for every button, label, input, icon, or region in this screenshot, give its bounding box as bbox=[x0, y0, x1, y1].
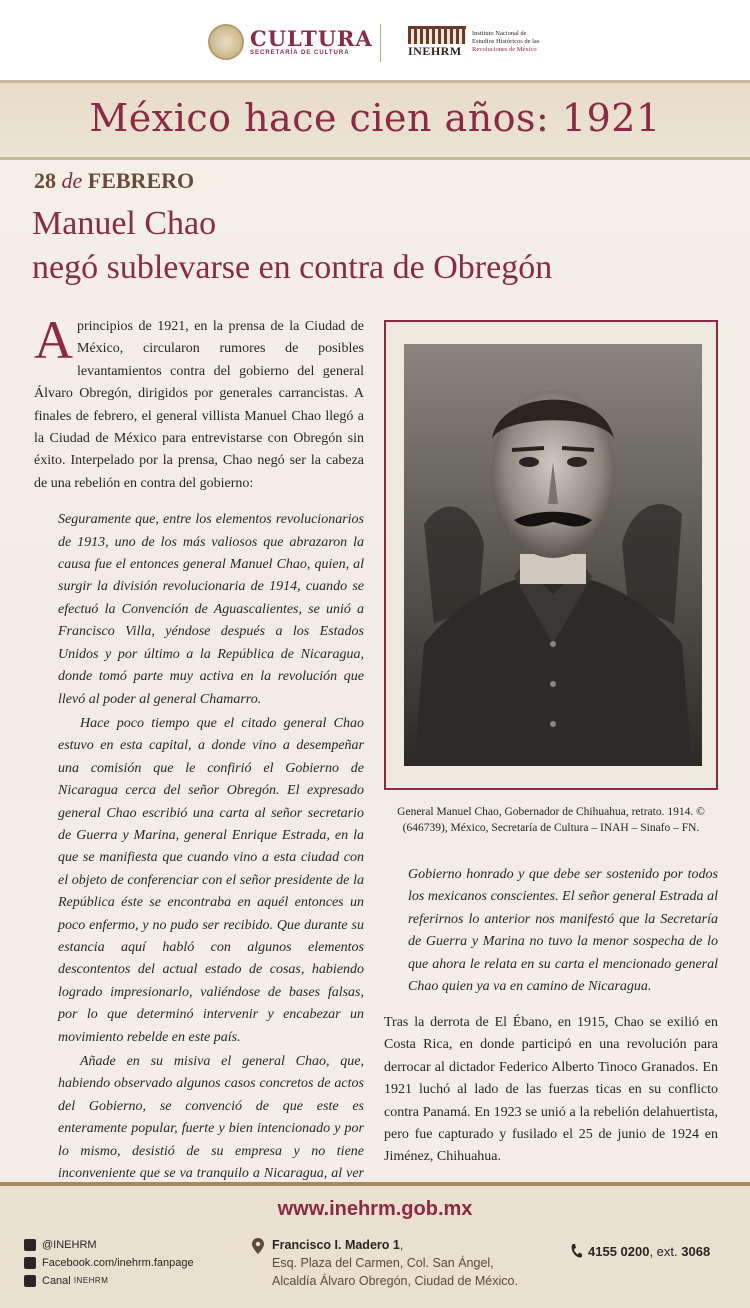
phone-ext-label: , ext. bbox=[649, 1244, 678, 1259]
youtube-prefix: Canal bbox=[42, 1275, 71, 1287]
intro-paragraph bbox=[34, 310, 364, 495]
closing-paragraph: Tras la derrota de El Ébano, en 1915, Chao se exilió en Costa Rica, en donde participó en una revolución para derrocar al dictador Federico Alberto Tinoco Granados. En 1921 luchó al lado de las fuerzas ticas en su conflicto contra Panamá. En 1923 se unió a la rebelión delahuertista, pero fue capturado y fusilado el 25 de junio de 1924 en Jiménez, Chihuahua. bbox=[384, 1015, 718, 1165]
address-line2: Esq. Plaza del Carmen, Col. San Ángel, bbox=[272, 1256, 494, 1270]
facebook-link[interactable] bbox=[24, 1254, 194, 1272]
intro-text: principios de 1921, en la prensa de la Ciudad de México, circularon rumores de posibles levantamientos contra del gobierno del general Álvaro Obregón, dirigidos por generales carrancistas. A finales de febrero, el general villista Manuel Chao llegó a la Ciudad de México para entrevistarse con Obregón sin éxito. Interpelado por la prensa, Chao negó ser la cabeza de una rebelión en contra del gobierno: bbox=[34, 319, 364, 491]
address-block bbox=[252, 1236, 518, 1290]
banner-title: México hace cien años: 1921 bbox=[89, 96, 661, 140]
inehrm-acronym: INEHRM bbox=[408, 44, 462, 58]
article-headline bbox=[32, 202, 552, 290]
quote-paragraph-3: Añade en su misiva el general Chao, que, habiendo observado algunos casos concretos de actos del Gobierno, se convenció de que este es enteramente popular, fuerte y bien intencionado y por lo mismo, desistió de su empresa y no tiene inconveniente que se va tranquilo a Nicaragua, al ver bbox=[58, 1054, 364, 1182]
date-de: de bbox=[61, 168, 83, 193]
photo-frame bbox=[384, 320, 718, 790]
date-day: 28 bbox=[34, 168, 56, 193]
inehrm-logo bbox=[408, 26, 466, 58]
article-date bbox=[34, 168, 194, 194]
inehrm-name-line3: Revoluciones de México bbox=[472, 46, 537, 53]
left-column bbox=[34, 310, 364, 1208]
quote-block bbox=[58, 509, 364, 1208]
logo-divider bbox=[380, 24, 381, 62]
date-month: FEBRERO bbox=[87, 168, 195, 193]
address-street: Francisco I. Madero 1 bbox=[272, 1238, 400, 1252]
youtube-icon bbox=[24, 1275, 36, 1287]
facebook-icon bbox=[24, 1257, 36, 1269]
address-comma: , bbox=[399, 1238, 404, 1252]
twitter-handle: @INEHRM bbox=[42, 1239, 97, 1251]
quote-paragraph-2: Hace poco tiempo que el citado general Chao estuvo en esta capital, a donde vino a desempeñar una comisión que le confirió el Gobierno de Nicaragua cerca del señor Obregón. El expresado general Chao escribió una carta al señor secretario de Guerra y Marina, general Enrique Estrada, en la que se manifiesta que cuando vino a esta ciudad con el objeto de conferenciar con el señor presidente de la República éste se encontraba en aquél entonces un poco enfermo, y no pudo ser recibido. Que durante su estancia aquí habló con algunos elementos descontentos del actual estado de cosas, habiendo logrado impresionarlo, valiéndose de bases falsas, por lo que determinó intervenir y encabezar un movimiento rebelde en este país. bbox=[58, 715, 364, 1045]
facebook-url: Facebook.com/inehrm.fanpage bbox=[42, 1257, 194, 1269]
cultura-logo-text: CULTURA bbox=[250, 26, 373, 51]
phone-number: 4155 0200 bbox=[588, 1244, 650, 1259]
youtube-channel: INEHRM bbox=[73, 1276, 109, 1285]
cultura-logo-subtitle: SECRETARÍA DE CULTURA bbox=[250, 50, 350, 56]
website-link[interactable]: www.inehrm.gob.mx bbox=[277, 1198, 473, 1220]
header-bar bbox=[0, 0, 750, 80]
phone-icon bbox=[570, 1244, 582, 1258]
inehrm-name-line1: Instituto Nacional de bbox=[472, 30, 527, 37]
drop-cap: A bbox=[34, 310, 73, 370]
portrait-illustration bbox=[404, 344, 702, 766]
twitter-link[interactable] bbox=[24, 1236, 194, 1254]
phone-block[interactable] bbox=[570, 1244, 710, 1259]
seal-icon bbox=[208, 24, 244, 60]
phone-extension: 3068 bbox=[681, 1244, 711, 1259]
youtube-link[interactable] bbox=[24, 1272, 194, 1290]
building-icon bbox=[408, 26, 466, 44]
headline-line1: Manuel Chao bbox=[32, 205, 217, 242]
inehrm-full-name bbox=[472, 30, 539, 54]
portrait-photo bbox=[404, 344, 702, 766]
quote-paragraph-1: Seguramente que, entre los elementos revolucionarios de 1913, uno de los más valiosos que abrazaron la causa fue el entonces general Manuel Chao, quien, al surgir la división revolucionaria de 1914, cuando se efectuó la Convención de Aguascalientes, se unió a Francisco Villa, yéndose después a los Estados Unidos y por último a la República de Nicaragua, donde tomó parte muy activa en la revolución que llevó al poder al general Chamarro. bbox=[58, 512, 364, 707]
address-line3: Alcaldía Álvaro Obregón, Ciudad de México. bbox=[272, 1274, 518, 1288]
social-links bbox=[24, 1236, 194, 1290]
quote-continued: Gobierno honrado y que debe ser sostenido por todos los mexicanos conscientes. El señor general Estrada al referirnos lo anterior nos manifestó que la Secretaría de Guerra y Marina no tuvo la menor sospecha de lo que ahora le relata en su carta el mencionado general Chao quien ya va en camino de Nicaragua. bbox=[408, 867, 718, 995]
photo-caption: General Manuel Chao, Gobernador de Chihuahua, retrato. 1914. © (646739), México, Secretaría de Cultura – INAH – Sinafo – FN. bbox=[397, 806, 705, 834]
twitter-icon bbox=[24, 1239, 36, 1251]
inehrm-name-line2: Estudios Históricos de las bbox=[472, 38, 540, 45]
headline-line2: negó sublevarse en contra de Obregón bbox=[32, 249, 553, 286]
